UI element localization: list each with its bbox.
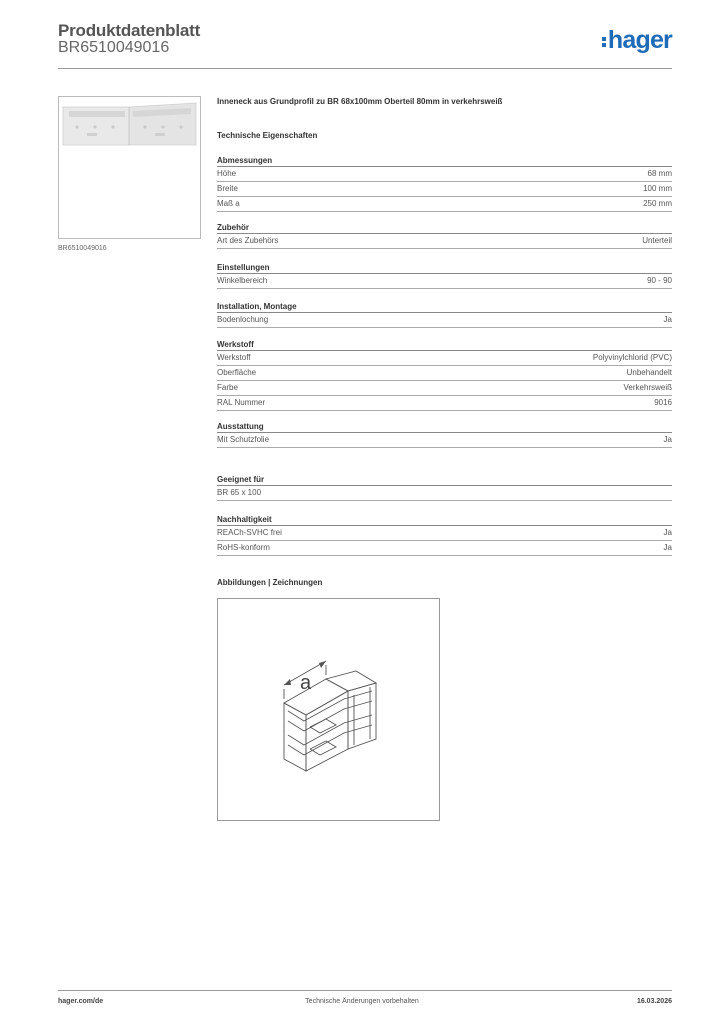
inner-corner-drawing-icon xyxy=(218,599,439,820)
property-value: Verkehrsweiß xyxy=(623,383,672,392)
property-row xyxy=(217,274,672,289)
property-label: BR 65 x 100 xyxy=(217,488,262,497)
property-value: 100 mm xyxy=(643,184,672,193)
article-number: BR6510049016 xyxy=(58,39,170,56)
section-installation xyxy=(217,301,672,328)
hager-logo xyxy=(602,28,672,52)
section-zubehoer xyxy=(217,222,672,249)
property-value: Ja xyxy=(663,435,672,444)
property-label: Farbe xyxy=(217,383,238,392)
property-row xyxy=(217,313,672,328)
property-row xyxy=(217,396,672,411)
section-geeignet xyxy=(217,474,672,501)
property-row xyxy=(217,433,672,448)
footer-divider xyxy=(58,990,672,991)
drawings-title: Abbildungen | Zeichnungen xyxy=(217,578,323,587)
section-werkstoff xyxy=(217,339,672,411)
technical-drawing xyxy=(217,598,440,821)
property-value: Ja xyxy=(663,543,672,552)
property-label: RoHS-konform xyxy=(217,543,270,552)
technical-heading: Technische Eigenschaften xyxy=(217,131,318,140)
property-row xyxy=(217,541,672,556)
logo-text: hager xyxy=(607,26,672,54)
property-label: Mit Schutzfolie xyxy=(217,435,270,444)
section-einstellungen xyxy=(217,262,672,289)
property-value: Ja xyxy=(663,315,672,324)
property-row xyxy=(217,234,672,249)
property-label: REACh-SVHC frei xyxy=(217,528,282,537)
section-title: Abmessungen xyxy=(217,155,672,167)
footer-website-link[interactable]: hager.com/de xyxy=(58,998,104,1005)
property-row xyxy=(217,486,672,501)
property-label: Winkelbereich xyxy=(217,276,268,285)
property-label: Bodenlochung xyxy=(217,315,269,324)
page-title: Produktdatenblatt xyxy=(58,21,201,40)
property-label: Breite xyxy=(217,184,238,193)
property-value: Polyvinylchlorid (PVC) xyxy=(592,353,672,362)
property-row xyxy=(217,526,672,541)
product-description: Inneneck aus Grundprofil zu BR 68x100mm Oberteil 80mm in verkehrsweiß xyxy=(217,97,503,106)
dimension-label: a xyxy=(300,672,312,694)
thumbnail-caption: BR6510049016 xyxy=(58,245,107,252)
footer-date: 16.03.2026 xyxy=(636,998,672,1005)
property-value: Unterteil xyxy=(642,236,672,245)
section-abmessungen xyxy=(217,155,672,212)
section-ausstattung xyxy=(217,421,672,448)
property-value: 68 mm xyxy=(647,169,672,178)
property-row xyxy=(217,182,672,197)
property-row xyxy=(217,197,672,212)
section-nachhaltigkeit xyxy=(217,514,672,556)
footer-notice: Technische Änderungen vorbehalten xyxy=(305,998,419,1005)
header-divider xyxy=(58,68,672,69)
property-row xyxy=(217,351,672,366)
property-value: Ja xyxy=(663,528,672,537)
property-row xyxy=(217,366,672,381)
logo-dots-icon xyxy=(602,37,606,47)
section-title: Geeignet für xyxy=(217,474,672,486)
property-label: Oberfläche xyxy=(217,368,257,377)
section-title: Nachhaltigkeit xyxy=(217,514,672,526)
property-label: RAL Nummer xyxy=(217,398,266,407)
property-value: 9016 xyxy=(654,398,672,407)
section-title: Zubehör xyxy=(217,222,672,234)
property-row xyxy=(217,381,672,396)
section-title: Einstellungen xyxy=(217,262,672,274)
section-title: Installation, Montage xyxy=(217,301,672,313)
section-title: Werkstoff xyxy=(217,339,672,351)
section-title: Ausstattung xyxy=(217,421,672,433)
property-value: Unbehandelt xyxy=(626,368,672,377)
property-value: 250 mm xyxy=(643,199,672,208)
property-value: 90 - 90 xyxy=(647,276,672,285)
product-thumbnail xyxy=(58,96,201,239)
property-label: Maß a xyxy=(217,199,240,208)
property-label: Art des Zubehörs xyxy=(217,236,279,245)
property-label: Werkstoff xyxy=(217,353,251,362)
product-photo-icon xyxy=(59,97,200,238)
property-row xyxy=(217,167,672,182)
property-label: Höhe xyxy=(217,169,237,178)
